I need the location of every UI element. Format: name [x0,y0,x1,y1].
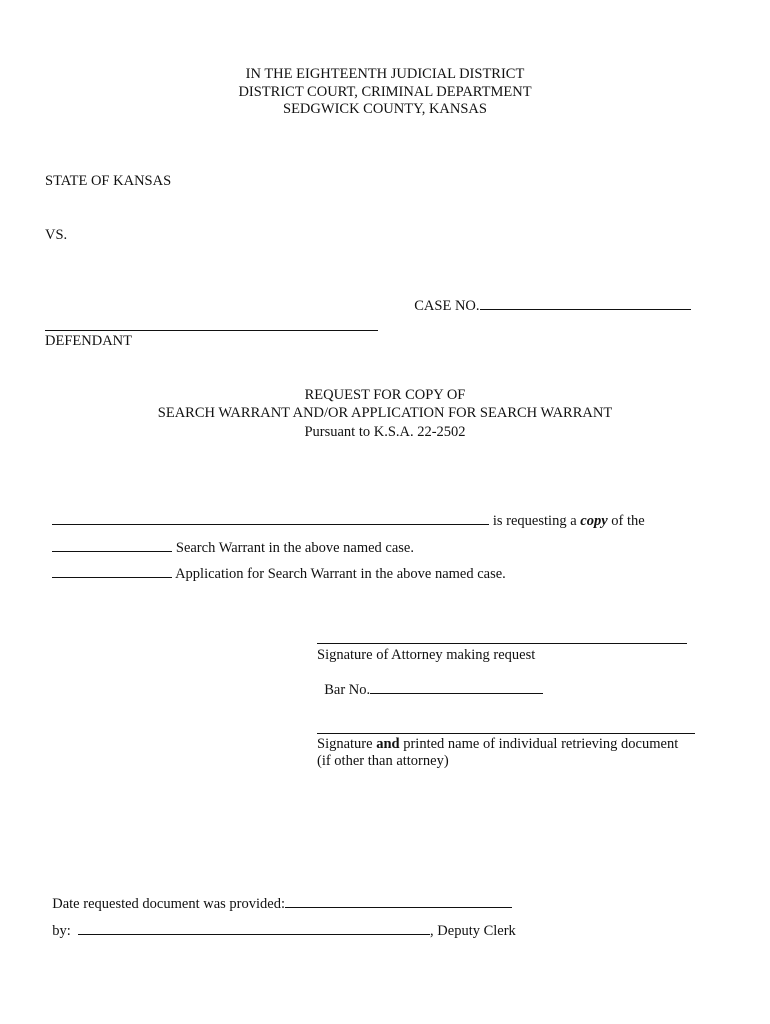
date-provided-label: Date requested document was provided: [52,896,285,913]
attorney-signature-line[interactable] [317,643,687,644]
option-application-label: Application for Search Warrant in the above named case. [175,566,506,583]
plaintiff-name: STATE OF KANSAS [45,173,172,189]
request-title-line-2: SEARCH WARRANT AND/OR APPLICATION FOR SEARCH WARRANT [157,405,613,421]
deputy-clerk-field[interactable] [78,922,430,935]
retriever-note: (if other than attorney) [317,753,449,769]
defendant-name-line[interactable] [45,330,378,331]
bar-number-row [317,664,543,700]
retriever-signature-label [317,736,678,753]
requesting-prefix: is requesting a [492,513,581,530]
application-check-field[interactable] [52,565,172,578]
bar-number-field[interactable] [370,681,543,694]
defendant-label: DEFENDANT [45,333,132,349]
court-header-line-3: SEDGWICK COUNTY, KANSAS [283,101,487,117]
case-number-row [407,280,691,316]
option-application-row [45,548,506,584]
retriever-signature-line[interactable] [317,733,695,734]
court-header-line-2: DISTRICT COURT, CRIMINAL DEPARTMENT [238,84,532,100]
and-word: and [376,736,400,752]
requesting-suffix: of the [607,513,645,530]
copy-word: copy [580,513,608,530]
retriever-suffix: printed name of individual retrieving document [399,736,679,752]
request-title-line-1: REQUEST FOR COPY OF [304,387,466,403]
case-number-field[interactable] [480,297,691,310]
deputy-clerk-label: , Deputy Clerk [430,923,516,940]
retriever-prefix: Signature [317,736,377,752]
bar-number-label: Bar No. [324,682,371,699]
deputy-clerk-row [45,905,516,941]
versus-label: VS. [45,227,68,243]
option-search-warrant-label: Search Warrant in the above named case. [175,540,414,557]
request-title-statute: Pursuant to K.S.A. 22-2502 [304,424,466,440]
attorney-signature-label: Signature of Attorney making request [317,647,536,663]
by-label: by: [52,923,71,940]
court-header-line-1: IN THE EIGHTEENTH JUDICIAL DISTRICT [245,66,525,82]
case-number-label: CASE NO. [414,298,480,315]
